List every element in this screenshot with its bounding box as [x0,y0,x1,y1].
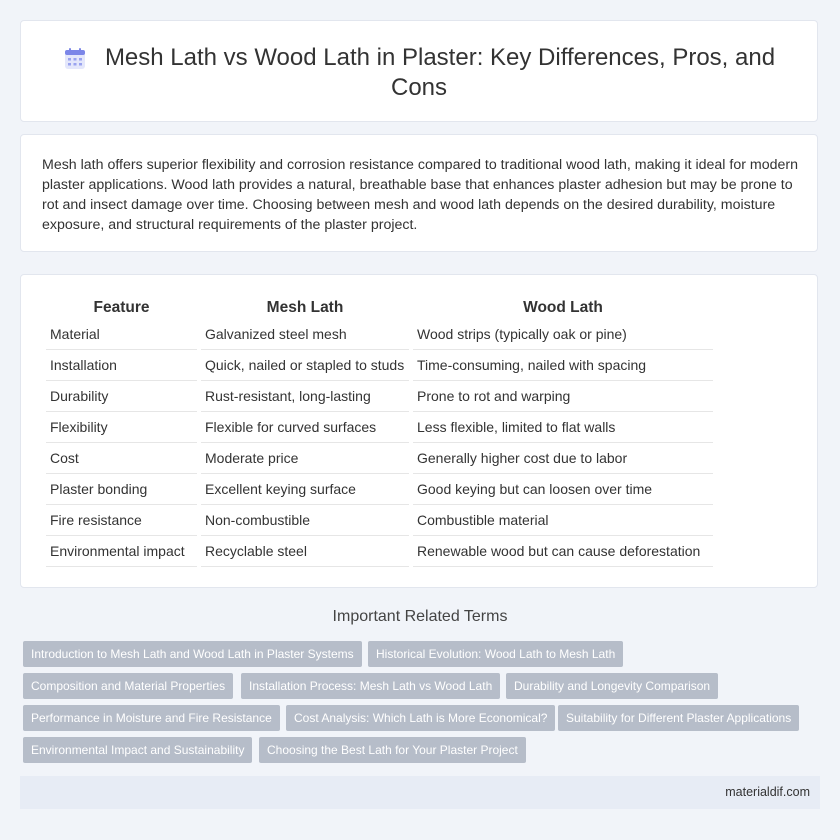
header-wood-lath: Wood Lath [523,299,603,316]
feature-cell: Flexibility [46,412,197,443]
feature-cell: Durability [46,381,197,412]
feature-cell: Installation [46,350,197,381]
related-term-tag[interactable]: Durability and Longevity Comparison [506,673,718,699]
related-term-tag[interactable]: Installation Process: Mesh Lath vs Wood Lath [241,673,500,699]
footer-site-link[interactable]: materialdif.com [725,785,810,799]
page-title: Mesh Lath vs Wood Lath in Plaster: Key Differences, Pros, and Cons [104,44,776,101]
table-row [46,505,713,536]
table-row [46,536,713,567]
related-term-tag[interactable]: Historical Evolution: Wood Lath to Mesh Lath [368,641,623,667]
mesh-cell: Moderate price [201,443,409,474]
related-term-tag[interactable]: Suitability for Different Plaster Applications [558,705,799,731]
table-row [46,319,713,350]
wood-cell: Prone to rot and warping [413,381,713,412]
wood-cell: Renewable wood but can cause deforestation [413,536,713,567]
mesh-cell: Recyclable steel [201,536,409,567]
table-row [46,474,713,505]
related-term-tag[interactable]: Composition and Material Properties [23,673,233,699]
mesh-cell: Rust-resistant, long-lasting [201,381,409,412]
wood-cell: Less flexible, limited to flat walls [413,412,713,443]
wood-cell: Good keying but can loosen over time [413,474,713,505]
wood-cell: Wood strips (typically oak or pine) [413,319,713,350]
feature-cell: Plaster bonding [46,474,197,505]
header-feature: Feature [93,299,150,316]
calendar-icon [63,47,87,71]
table-card [20,274,818,588]
intro-card [20,134,818,252]
table-row [46,381,713,412]
page-title-wrap [61,43,777,103]
mesh-cell: Quick, nailed or stapled to studs [201,350,409,381]
related-term-tag[interactable]: Introduction to Mesh Lath and Wood Lath in Plaster Systems [23,641,362,667]
related-terms-heading: Important Related Terms [332,608,508,625]
table-row [46,443,713,474]
table-row [46,412,713,443]
feature-cell: Fire resistance [46,505,197,536]
mesh-cell: Flexible for curved surfaces [201,412,409,443]
table-row [46,350,713,381]
mesh-cell: Galvanized steel mesh [201,319,409,350]
related-term-tag[interactable]: Cost Analysis: Which Lath is More Economical? [286,705,555,731]
wood-cell: Generally higher cost due to labor [413,443,713,474]
mesh-cell: Non-combustible [201,505,409,536]
header-mesh-lath: Mesh Lath [266,299,344,316]
feature-cell: Material [46,319,197,350]
wood-cell: Combustible material [413,505,713,536]
feature-cell: Cost [46,443,197,474]
wood-cell: Time-consuming, nailed with spacing [413,350,713,381]
related-term-tag[interactable]: Environmental Impact and Sustainability [23,737,252,763]
footer [20,776,820,809]
related-term-tag[interactable]: Choosing the Best Lath for Your Plaster Project [259,737,526,763]
feature-cell: Environmental impact [46,536,197,567]
intro-paragraph: Mesh lath offers superior flexibility and corrosion resistance compared to traditional wood lath, making it ideal for modern plaster applications. Wood lath provides a natural, breathable base that enhances plaster adhesion but may be prone to rot and insect damage over time. Choosing between mesh and wood lath depends on the desired durability, moisture exposure, and structural requirements of the plaster project. [42,157,798,233]
related-term-tag[interactable]: Performance in Moisture and Fire Resistance [23,705,280,731]
table-header-row [46,297,713,319]
mesh-cell: Excellent keying surface [201,474,409,505]
comparison-table [42,297,717,567]
title-card [20,20,818,122]
